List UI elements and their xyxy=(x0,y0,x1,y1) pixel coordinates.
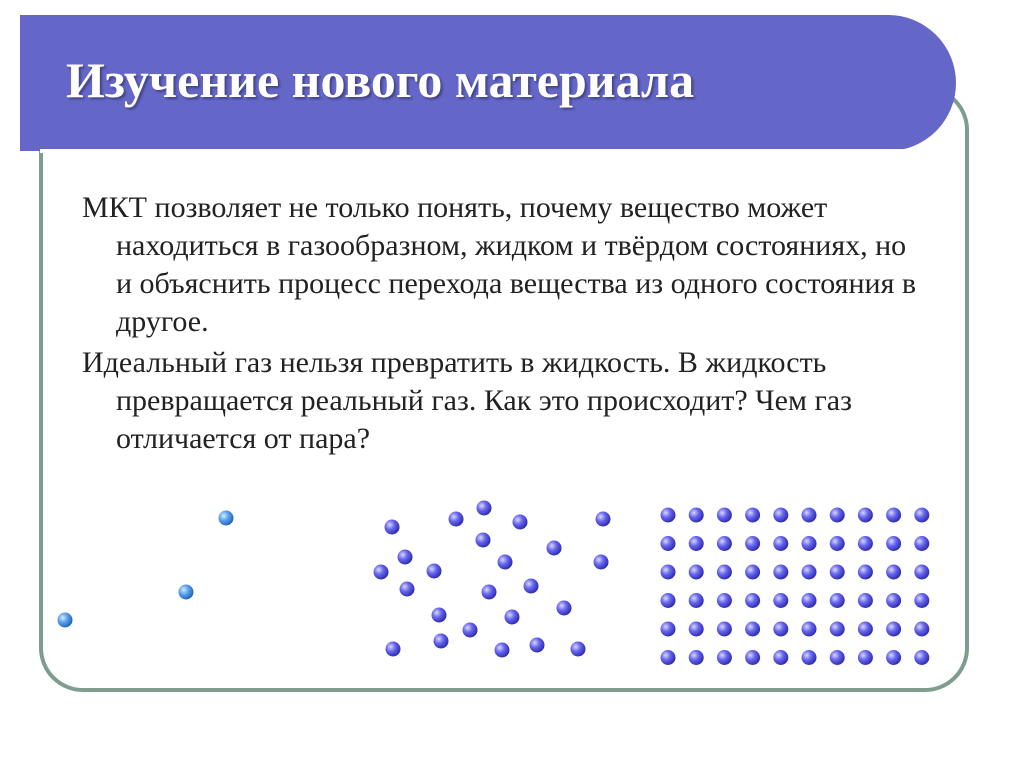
solid-molecule xyxy=(914,508,929,523)
solid-molecule xyxy=(661,508,676,523)
paragraph-mkt: МКТ позволяет не только понять, почему вещество может находиться в газообразном, жидком и твёрдом состояниях, но и объяснить процесс перехода вещества из одного состояния в другое. xyxy=(82,191,917,338)
liquid-molecule xyxy=(476,533,491,548)
gas-molecule xyxy=(219,511,234,526)
solid-molecule xyxy=(717,508,732,523)
liquid-molecule xyxy=(386,642,401,657)
solid-molecule xyxy=(717,593,732,608)
solid-molecule xyxy=(802,622,817,637)
solid-molecule xyxy=(773,622,788,637)
gas-molecule xyxy=(58,613,73,628)
solid-molecule xyxy=(830,536,845,551)
solid-molecule xyxy=(717,536,732,551)
solid-molecule xyxy=(886,536,901,551)
solid-molecule xyxy=(830,508,845,523)
liquid-molecule xyxy=(530,638,545,653)
liquid-molecule xyxy=(477,501,492,516)
liquid-molecule xyxy=(449,512,464,527)
solid-molecule xyxy=(773,508,788,523)
solid-molecule xyxy=(773,593,788,608)
liquid-molecule xyxy=(594,555,609,570)
paragraph-ideal-gas: Идеальный газ нельзя превратить в жидкость. В жидкость превращается реальный газ. Как это происходит? Чем газ отличается от пара? xyxy=(82,346,852,455)
solid-molecule xyxy=(802,650,817,665)
solid-molecule xyxy=(914,536,929,551)
liquid-molecule xyxy=(434,634,449,649)
liquid-molecule xyxy=(557,601,572,616)
title-underline xyxy=(40,149,925,153)
solid-molecule xyxy=(802,536,817,551)
solid-molecule xyxy=(689,508,704,523)
solid-molecule xyxy=(661,593,676,608)
solid-molecule xyxy=(886,622,901,637)
liquid-molecule xyxy=(463,623,478,638)
liquid-molecule xyxy=(427,564,442,579)
liquid-illustration xyxy=(374,501,611,658)
solid-molecule xyxy=(914,593,929,608)
solid-molecule xyxy=(689,593,704,608)
solid-molecule xyxy=(661,622,676,637)
liquid-molecule xyxy=(505,610,520,625)
gas-illustration xyxy=(58,511,234,628)
solid-molecule xyxy=(830,593,845,608)
liquid-molecule xyxy=(513,515,528,530)
liquid-molecule xyxy=(482,585,497,600)
solid-molecule xyxy=(717,650,732,665)
solid-molecule xyxy=(886,593,901,608)
solid-molecule xyxy=(745,593,760,608)
solid-molecule xyxy=(830,650,845,665)
solid-illustration xyxy=(661,508,930,666)
liquid-molecule xyxy=(495,643,510,658)
solid-molecule xyxy=(745,536,760,551)
liquid-molecule xyxy=(524,579,539,594)
solid-molecule xyxy=(886,565,901,580)
solid-molecule xyxy=(689,650,704,665)
solid-molecule xyxy=(914,622,929,637)
solid-molecule xyxy=(886,508,901,523)
solid-molecule xyxy=(745,565,760,580)
liquid-molecule xyxy=(596,512,611,527)
solid-molecule xyxy=(830,565,845,580)
liquid-molecule xyxy=(498,555,513,570)
solid-molecule xyxy=(661,650,676,665)
solid-molecule xyxy=(858,565,873,580)
solid-molecule xyxy=(858,536,873,551)
solid-molecule xyxy=(717,622,732,637)
solid-molecule xyxy=(661,536,676,551)
solid-molecule xyxy=(858,593,873,608)
solid-molecule xyxy=(661,565,676,580)
solid-molecule xyxy=(745,508,760,523)
solid-molecule xyxy=(914,565,929,580)
liquid-molecule xyxy=(547,541,562,556)
solid-molecule xyxy=(689,565,704,580)
solid-molecule xyxy=(858,508,873,523)
slide-body xyxy=(82,189,922,461)
slide-title: Изучение нового материала xyxy=(66,52,695,108)
solid-molecule xyxy=(914,650,929,665)
gas-molecule xyxy=(179,585,194,600)
solid-molecule xyxy=(830,622,845,637)
solid-molecule xyxy=(858,650,873,665)
liquid-molecule xyxy=(432,608,447,623)
liquid-molecule xyxy=(385,520,400,535)
liquid-molecule xyxy=(398,550,413,565)
solid-molecule xyxy=(689,536,704,551)
solid-molecule xyxy=(689,622,704,637)
liquid-molecule xyxy=(571,642,586,657)
solid-molecule xyxy=(745,622,760,637)
solid-molecule xyxy=(717,565,732,580)
solid-molecule xyxy=(886,650,901,665)
solid-molecule xyxy=(802,565,817,580)
solid-molecule xyxy=(802,508,817,523)
states-of-matter-diagram xyxy=(0,490,1024,690)
solid-molecule xyxy=(858,622,873,637)
solid-molecule xyxy=(745,650,760,665)
solid-molecule xyxy=(773,565,788,580)
solid-molecule xyxy=(773,536,788,551)
liquid-molecule xyxy=(374,565,389,580)
solid-molecule xyxy=(773,650,788,665)
liquid-molecule xyxy=(400,582,415,597)
solid-molecule xyxy=(802,593,817,608)
